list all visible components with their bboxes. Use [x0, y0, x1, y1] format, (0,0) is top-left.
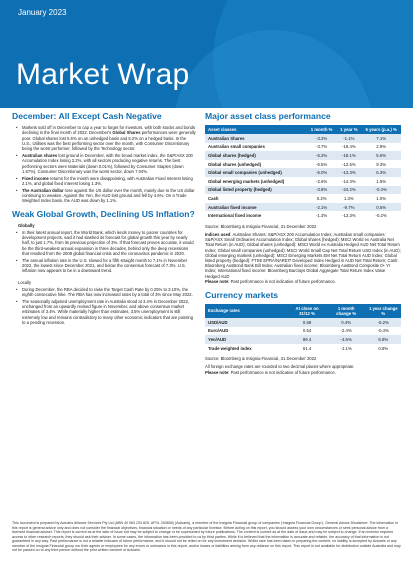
local-bullets — [12, 287, 196, 326]
table-row: Euro/AUD 0.64 -2.4% -0.4% — [205, 327, 401, 336]
subheading-globally: Globally — [18, 222, 35, 228]
list-item: • During December, the RBA decided to raise the Target Cash Rate by 0.25% to 3.10%, the eighth consecutive hike. The RBA has now increased rates by a total of 3% since May 2022. — [22, 287, 196, 298]
fx-rounding-note: All foreign exchange rates are rounded to two decimal places where appropriate. — [205, 364, 355, 370]
table-row: Global listed property (hedged) -3.8% -24.2% -0.4% — [205, 186, 401, 195]
table-row: USD/AUD 0.68 0.4% -6.2% — [205, 318, 401, 327]
list-item: • Fixed income returns for the month were disappointing, with Australian Fixed Interest losing 2.1%, and global fixed interest losing 1.3%. — [22, 176, 196, 187]
section-title-asset-class: Major asset class performance — [205, 111, 331, 121]
table-row: Cash 0.2% 1.3% 1.0% — [205, 194, 401, 203]
list-item: • The seasonally adjusted unemployment rate in Australia stood at 3.4% in December 2022, unchanged from an upwardly revised figure in November, and above consensus market estimates of 3.4%. While materially higher than estimates, 3.5% unemployment is still extremely low and remains contradictory to many other economic indicators that are pointing to a pending recession. — [22, 299, 196, 325]
table-row: Global shares (hedged) -5.2% -18.1% 5.6% — [205, 151, 401, 160]
table-row: Yen/AUD 89.4 -4.6% 6.8% — [205, 335, 401, 344]
list-item: • Markets sold off in December to cap a year to forget for investors, with both stocks and bonds declining in the final month of 2022. December's Global Shares performances were generally poor. Global shares lost 5.5% on an unhedged basis and 5.2% on a hedged basis. In the U.S., Utilities was the best performing sector over the month, with Consumer Discretionary being the worst performer, followed by the Technology sector. — [22, 125, 196, 151]
list-item: • Australian shares lost ground in December, with the broad market index, the S&P/ASX 200 Accumulation Index losing 3.2%, with all sectors producing negative returns. The best performing sectors were Materials (down 0.01%), followed by Consumer Staples (down 1.67%). Consumer Discretionary was the worst sector, down 7.04%. — [22, 153, 196, 174]
table-header: 1 month change % — [327, 304, 366, 318]
table-row: Global small companies (unhedged) -5.0% -13.3% 6.3% — [205, 168, 401, 177]
table-header: Exchange rates — [205, 304, 287, 318]
table-row: Australian fixed income -2.1% -9.7% 0.5% — [205, 203, 401, 212]
global-bullets — [12, 230, 196, 274]
currency-source: Source: Bloomberg & Insignia Financial, 31 December 2022 — [205, 356, 317, 362]
section-title-december: December: All Except Cash Negative — [12, 111, 162, 121]
list-item: • In their latest annual report, the World Bank, which lends money to poorer countries for development projects, said it had slashed its forecast for global growth this year by nearly half, to just 1.7%, from its previous projection of 3%. If that forecast proves accurate, it would be the third-weakest annual expansion in three decades, behind only the deep recessions that resulted from the 2008 global financial crisis and the coronavirus pandemic in 2020. — [22, 230, 196, 256]
list-item: • The Australian dollar rose against the US dollar over the month, mainly due to the US dollar continuing to weaken. Against the Yen, the AUD lost ground and fell by 4.6%. On a Trade Weighted Index basis, the AUD was down by 1.1%. — [22, 188, 196, 204]
left-column — [12, 111, 196, 327]
disclaimer: This document is prepared by Actuaris Alliance Services Pty Ltd (ABN 40 063 233 825, AFSL 240898) (Actuaris), a member of the Insignia Financial group of companies ('Insignia Financial Group'). General Advice Disclaimer: The information in this report is general advice only and does not consider the financial objectives, financial situation or needs of any particular investor. Before acting on this report, you should assess your own circumstances or seek personal advice from a licensed financial adviser. This report is current as at the date of issue but may be subject to change or be superseded by future publications. The content is current as at the date of issue and may be subject to change. If an investor requires access to other research reports, they should ask their adviser. In some cases, the information has been provided to us by third parties. While it is believed that the information is accurate and reliable, the accuracy of that information is not guaranteed in any way. Past performance is not a reliable indicator of future performance, and it should not be relied on for any investment decision. Whilst care has been taken in preparing the content, no liability is accepted by Actuaris or any member of the Insignia Financial group nor their agents or employees for any errors or omissions in this report, and/or losses or liabilities arising from any reliance on this report. This report is not available for distribution outside Australia and may not be passed on to any third person without the prior written consent of Actuaris. — [12, 521, 401, 552]
table-header: 5 years (p.a.) % — [361, 125, 401, 134]
section-title-global-growth: Weak Global Growth, Declining US Inflation? — [12, 208, 195, 219]
table-row: International fixed income -1.3% -12.3% -0.2% — [205, 211, 401, 220]
table-header: 1 year % — [336, 125, 361, 134]
report-date: January 2023 — [18, 8, 67, 17]
currency-table — [205, 304, 401, 352]
performance-note: Please note: Past performance is not indicative of future performance. — [205, 278, 336, 284]
report-title: Market Wrap — [16, 58, 190, 91]
header-banner — [0, 0, 413, 108]
table-row: Australian small companies -3.7% -18.4% 2.9% — [205, 143, 401, 152]
asset-source: Source: Bloomberg & Insignia Financial, 31 December 2022 — [205, 223, 317, 229]
table-row: Trade weighted index 61.4 -1.1% 0.8% — [205, 344, 401, 353]
performance-note-2: Please note: Past performance is not indicative of future performance. — [205, 369, 336, 375]
table-header: 1 year change % — [366, 304, 401, 318]
table-row: Global shares (unhedged) -5.5% -12.5% 9.3% — [205, 160, 401, 169]
table-header: 1 month % — [307, 125, 336, 134]
table-row: Global emerging markets (unhedged) -2.6% -14.3% 1.5% — [205, 177, 401, 186]
subheading-locally: Locally — [18, 279, 32, 285]
table-header: Asset classes — [205, 125, 307, 134]
right-column — [205, 111, 401, 375]
table-row: Australian Shares -3.2% -1.1% 7.1% — [205, 134, 401, 143]
section-title-currency: Currency markets — [205, 289, 279, 300]
list-item: • The annual inflation rate in the U.S. slowed for a fifth straight month to 7.1% in November 2022, the lowest since December 2021, and below the consensus forecast of 7.3%. U.S. inflation now appears to be in a downward trend. — [22, 258, 196, 274]
table-header: At close on 31/12 % — [287, 304, 326, 318]
indices-note: Indices used: Australian Shares: S&P/ASX 200 Accumulation Index; Australian small companies: S&P/ASX Small Ordinaries Accumulation Index; Global shares (hedged): MSCI World ex Australia Net Total Return (in AUD); Global shares (unhedged): MSCI World ex Australia Hedged AUD Net Total Return Index; Global small companies (unhedged): MSCI World Small Cap Net Total Return USD Index (in AUD); Global emerging markets (unhedged): MSCI Emerging Markets EM Net Total Return AUD Index; Global listed property (hedged): FTSE EPRA/NAREIT Developed Index Hedged in AUD Net Total Return; Cash: Bloomberg AusBond Bank Bill Index; Australian fixed income: Bloomberg AusBond Composite 0+ Yr Index; International fixed income: Bloomberg Barclays Global Aggregate Total Return Index Value Hedged AUD — [205, 231, 401, 279]
december-bullets — [12, 125, 196, 204]
asset-class-table — [205, 125, 401, 220]
